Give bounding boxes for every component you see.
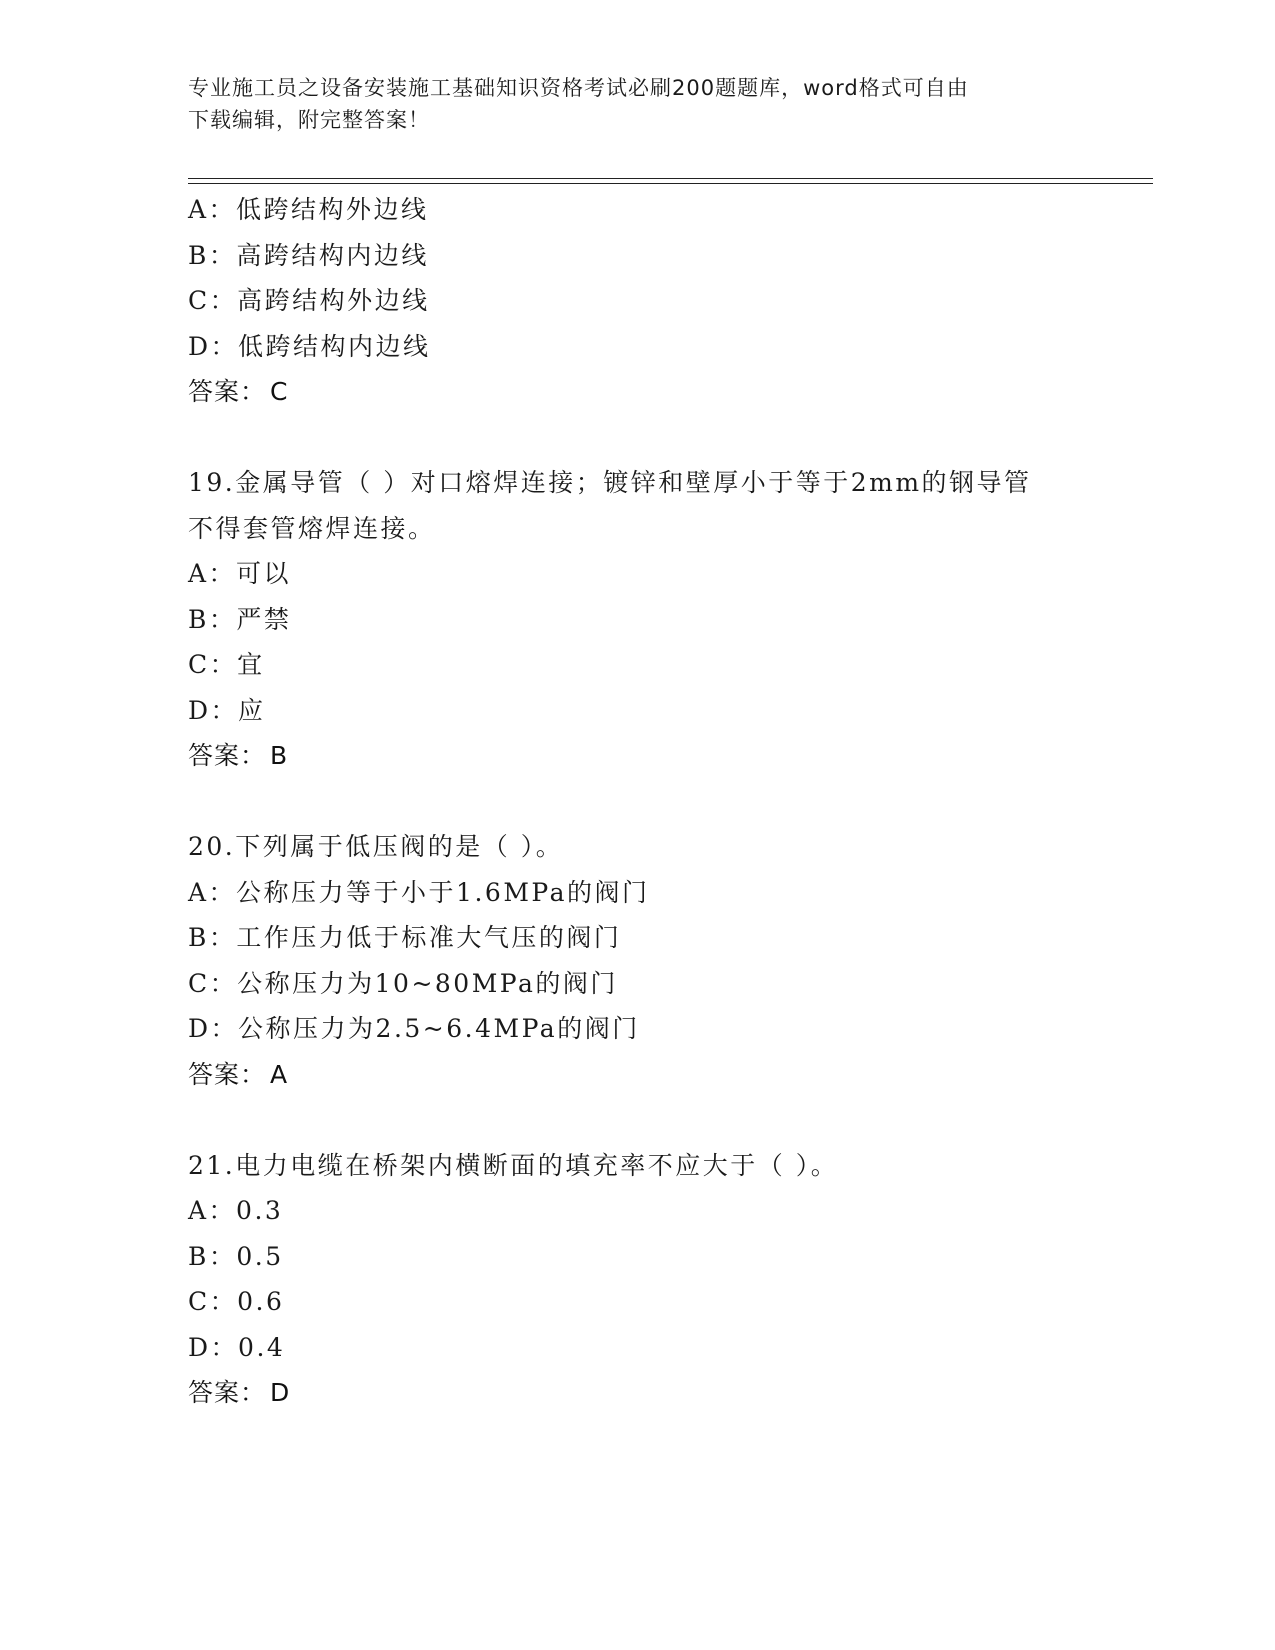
spacer bbox=[188, 779, 1148, 825]
header-rule-top bbox=[188, 178, 1153, 179]
answer-label: 答案： bbox=[188, 1378, 267, 1407]
header-line-1: 专业施工员之设备安装施工基础知识资格考试必刷200题题库，word格式可自由 bbox=[188, 76, 969, 100]
option-c: C：0.6 bbox=[188, 1287, 285, 1316]
option-a: A：可以 bbox=[188, 559, 292, 588]
header-line-2: 下载编辑，附完整答案！ bbox=[188, 108, 430, 132]
question-stem: 19.金属导管（ ）对口熔焊连接；镀锌和壁厚小于等于2mm的钢导管 bbox=[188, 468, 1032, 497]
option-b: B：高跨结构内边线 bbox=[188, 240, 429, 270]
answer-line bbox=[188, 1370, 1148, 1416]
option-a: A：低跨结构外边线 bbox=[188, 195, 429, 224]
answer-value: D bbox=[270, 1378, 291, 1407]
option-d: D：低跨结构内边线 bbox=[188, 331, 431, 361]
question-stem: 21.电力电缆在桥架内横断面的填充率不应大于（ ）。 bbox=[188, 1150, 839, 1180]
option-b: B：0.5 bbox=[188, 1241, 284, 1271]
option-b: B：工作压力低于标准大气压的阀门 bbox=[188, 923, 622, 952]
option-a: A：0.3 bbox=[188, 1196, 284, 1225]
question-content bbox=[188, 187, 1148, 1416]
option-c: C：宜 bbox=[188, 650, 265, 679]
question-18 bbox=[188, 187, 1148, 415]
question-21 bbox=[188, 1143, 1148, 1416]
option-d: D：公称压力为2.5~6.4MPa的阀门 bbox=[188, 1014, 640, 1043]
answer-line bbox=[188, 369, 1148, 415]
answer-line bbox=[188, 1052, 1148, 1098]
question-stem-continued: 不得套管熔焊连接。 bbox=[188, 513, 436, 543]
answer-value: C bbox=[270, 377, 289, 406]
option-a: A：公称压力等于小于1.6MPa的阀门 bbox=[188, 877, 650, 907]
spacer bbox=[188, 415, 1148, 461]
option-b: B：严禁 bbox=[188, 604, 292, 634]
spacer bbox=[188, 1097, 1148, 1143]
option-c: C：高跨结构外边线 bbox=[188, 286, 430, 315]
question-19 bbox=[188, 460, 1148, 779]
answer-label: 答案： bbox=[188, 1059, 267, 1089]
answer-value: A bbox=[270, 1059, 289, 1089]
document-header bbox=[188, 72, 1088, 136]
answer-label: 答案： bbox=[188, 741, 267, 770]
answer-value: B bbox=[270, 741, 289, 770]
option-c: C：公称压力为10~80MPa的阀门 bbox=[188, 968, 618, 998]
answer-line bbox=[188, 733, 1148, 779]
question-stem: 20.下列属于低压阀的是（ ）。 bbox=[188, 832, 564, 861]
header-rule-bottom bbox=[188, 183, 1153, 184]
question-20 bbox=[188, 824, 1148, 1097]
option-d: D：应 bbox=[188, 695, 266, 725]
option-d: D：0.4 bbox=[188, 1332, 286, 1362]
answer-label: 答案： bbox=[188, 377, 267, 406]
